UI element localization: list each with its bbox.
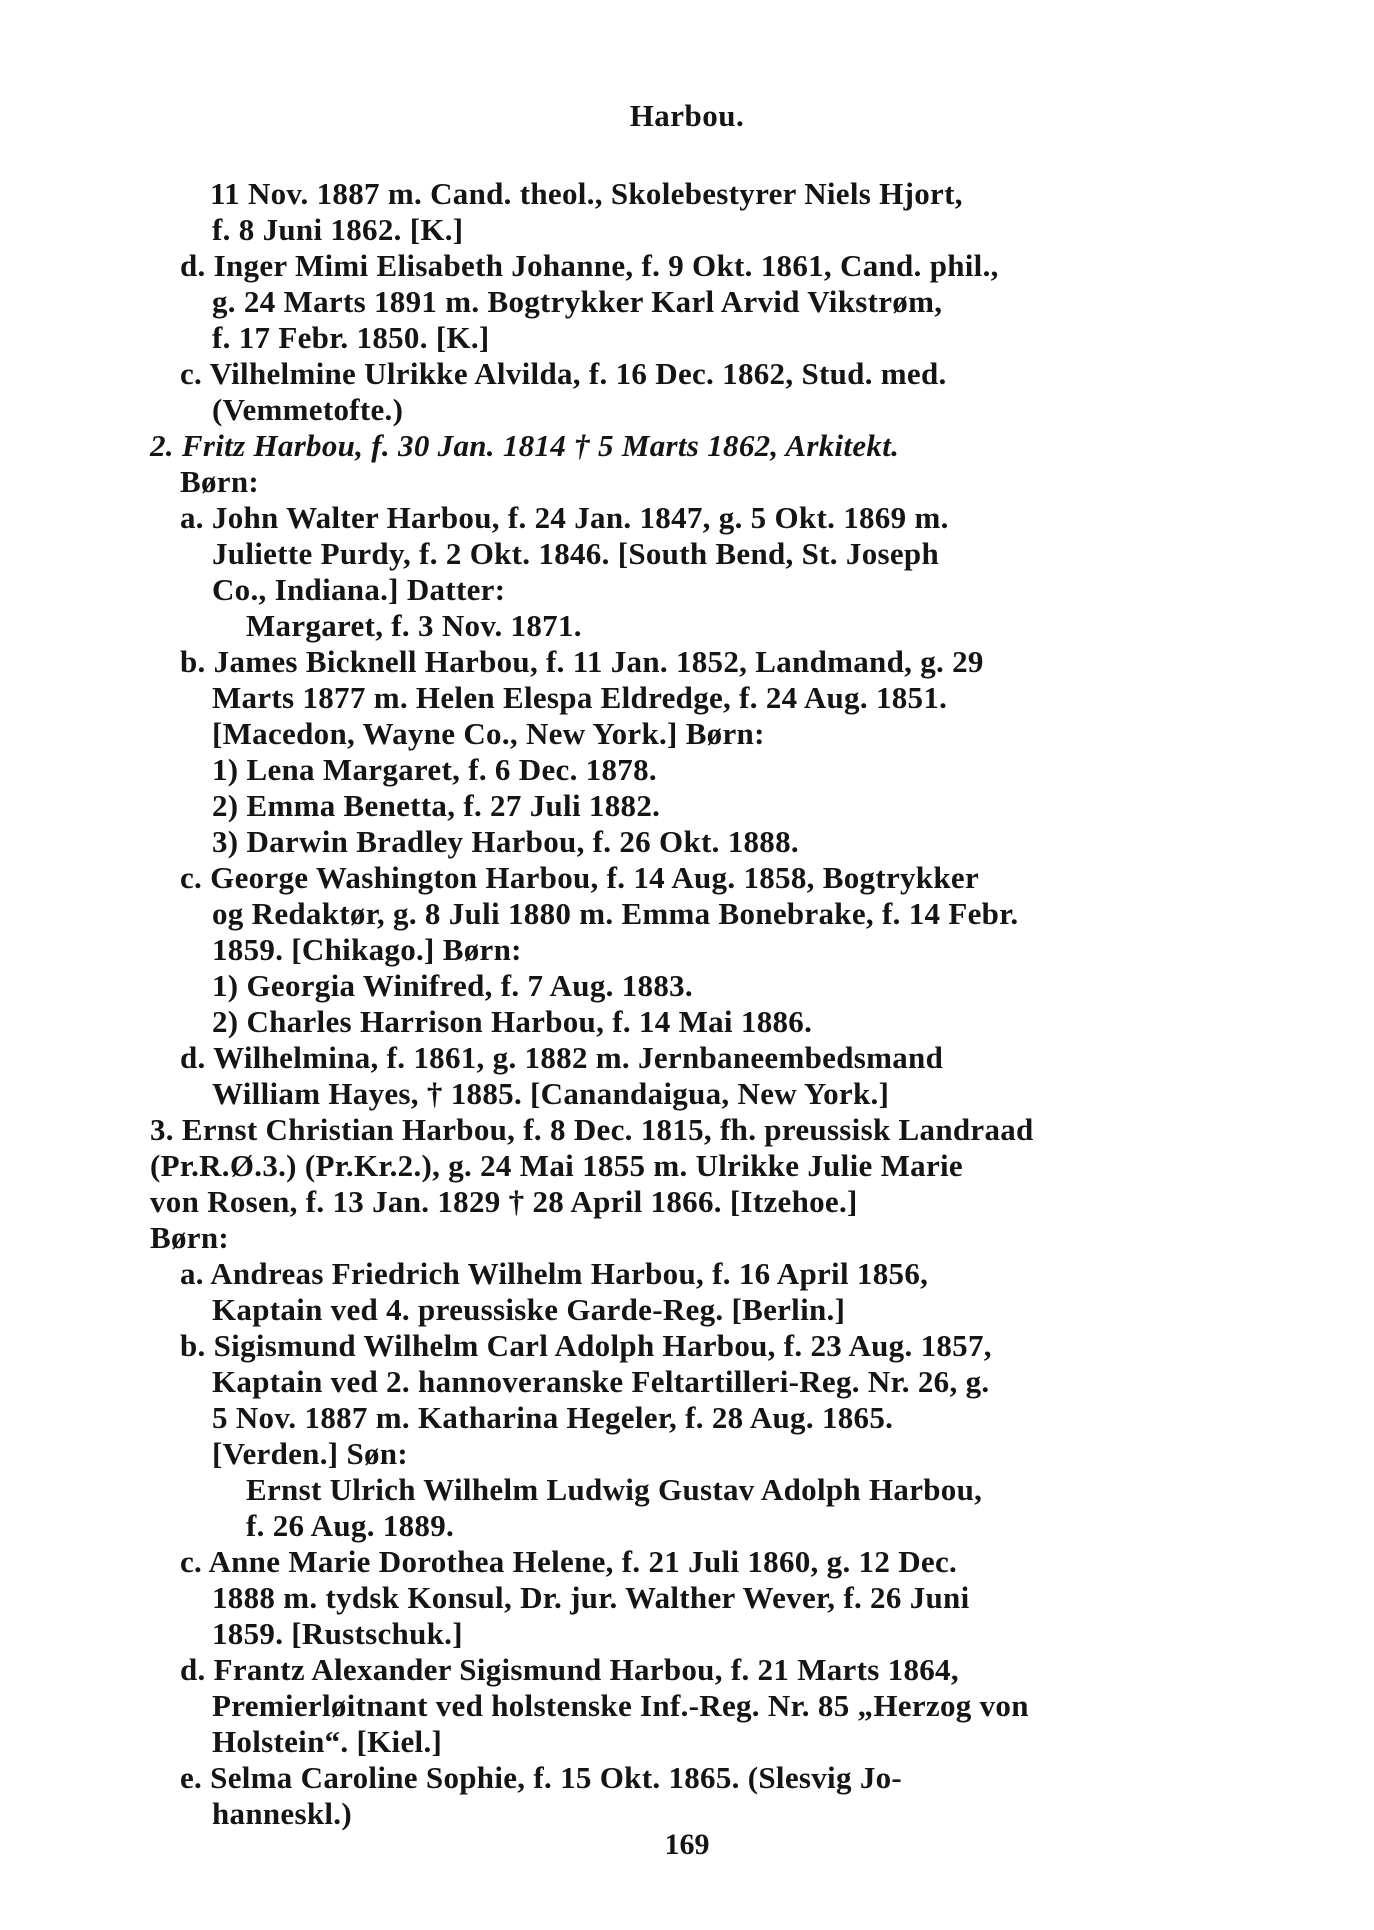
- text-line: d. Frantz Alexander Sigismund Harbou, f. 21 Marts 1864,: [180, 1652, 959, 1687]
- text-line: c. George Washington Harbou, f. 14 Aug. 1858, Bogtrykker: [180, 860, 980, 895]
- text-line: Premierløitnant ved holstenske Inf.-Reg. Nr. 85 „Herzog von: [212, 1688, 1029, 1723]
- text-line: (Pr.R.Ø.3.) (Pr.Kr.2.), g. 24 Mai 1855 m. Ulrikke Julie Marie: [150, 1148, 963, 1183]
- text-line: Holstein“. [Kiel.]: [212, 1724, 443, 1759]
- text-line: f. 17 Febr. 1850. [K.]: [212, 320, 490, 355]
- text-line: 2. Fritz Harbou, f. 30 Jan. 1814 † 5 Marts 1862, Arkitekt.: [150, 428, 900, 463]
- text-line: von Rosen, f. 13 Jan. 1829 † 28 April 1866. [Itzehoe.]: [150, 1184, 858, 1219]
- text-line: (Vemmetofte.): [212, 392, 404, 427]
- text-line: 1) Lena Margaret, f. 6 Dec. 1878.: [212, 752, 657, 787]
- text-line: William Hayes, † 1885. [Canandaigua, New York.]: [212, 1076, 890, 1111]
- text-line: 1) Georgia Winifred, f. 7 Aug. 1883.: [212, 968, 693, 1003]
- text-line: [Verden.] Søn:: [212, 1436, 408, 1471]
- text-line: e. Selma Caroline Sophie, f. 15 Okt. 1865. (Slesvig Jo-: [180, 1760, 903, 1795]
- text-line: Børn:: [180, 464, 259, 499]
- text-line: Kaptain ved 4. preussiske Garde-Reg. [Berlin.]: [212, 1292, 846, 1327]
- text-line: 2) Charles Harrison Harbou, f. 14 Mai 1886.: [212, 1004, 813, 1039]
- page-header: Harbou.: [629, 98, 745, 133]
- text-line: Ernst Ulrich Wilhelm Ludwig Gustav Adolph Harbou,: [246, 1472, 983, 1507]
- text-line: 1859. [Chikago.] Børn:: [212, 932, 522, 967]
- text-line: 1888 m. tydsk Konsul, Dr. jur. Walther Wever, f. 26 Juni: [212, 1580, 970, 1615]
- text-line: c. Vilhelmine Ulrikke Alvilda, f. 16 Dec. 1862, Stud. med.: [180, 356, 947, 391]
- text-line: f. 8 Juni 1862. [K.]: [212, 212, 464, 247]
- text-line: Margaret, f. 3 Nov. 1871.: [246, 608, 582, 643]
- text-line: og Redaktør, g. 8 Juli 1880 m. Emma Bonebrake, f. 14 Febr.: [212, 896, 1019, 931]
- text-line: c. Anne Marie Dorothea Helene, f. 21 Juli 1860, g. 12 Dec.: [180, 1544, 958, 1579]
- text-line: Marts 1877 m. Helen Elespa Eldredge, f. 24 Aug. 1851.: [212, 680, 948, 715]
- text-line: hanneskl.): [212, 1796, 352, 1831]
- text-line: 3) Darwin Bradley Harbou, f. 26 Okt. 1888.: [212, 824, 799, 859]
- text-line: f. 26 Aug. 1889.: [246, 1508, 455, 1543]
- text-line: a. Andreas Friedrich Wilhelm Harbou, f. 16 April 1856,: [180, 1256, 929, 1291]
- text-line: Co., Indiana.] Datter:: [212, 572, 506, 607]
- page-number: 169: [664, 1828, 710, 1861]
- text-line: 11 Nov. 1887 m. Cand. theol., Skolebestyrer Niels Hjort,: [210, 176, 963, 211]
- text-line: b. Sigismund Wilhelm Carl Adolph Harbou, f. 23 Aug. 1857,: [180, 1328, 992, 1363]
- text-line: d. Inger Mimi Elisabeth Johanne, f. 9 Okt. 1861, Cand. phil.,: [180, 248, 999, 283]
- text-line: 2) Emma Benetta, f. 27 Juli 1882.: [212, 788, 661, 823]
- text-line: d. Wilhelmina, f. 1861, g. 1882 m. Jernbaneembedsmand: [180, 1040, 944, 1075]
- text-line: Børn:: [150, 1220, 229, 1255]
- text-line: g. 24 Marts 1891 m. Bogtrykker Karl Arvid Vikstrøm,: [212, 284, 943, 319]
- text-line: a. John Walter Harbou, f. 24 Jan. 1847, g. 5 Okt. 1869 m.: [180, 500, 949, 535]
- text-line: 5 Nov. 1887 m. Katharina Hegeler, f. 28 Aug. 1865.: [212, 1400, 894, 1435]
- text-line: 1859. [Rustschuk.]: [212, 1616, 463, 1651]
- text-line: Kaptain ved 2. hannoveranske Feltartilleri-Reg. Nr. 26, g.: [212, 1364, 990, 1399]
- text-line: Juliette Purdy, f. 2 Okt. 1846. [South Bend, St. Joseph: [212, 536, 940, 571]
- text-line: 3. Ernst Christian Harbou, f. 8 Dec. 1815, fh. preussisk Landraad: [150, 1112, 1034, 1147]
- text-line: [Macedon, Wayne Co., New York.] Børn:: [212, 716, 765, 751]
- text-line: b. James Bicknell Harbou, f. 11 Jan. 1852, Landmand, g. 29: [180, 644, 984, 679]
